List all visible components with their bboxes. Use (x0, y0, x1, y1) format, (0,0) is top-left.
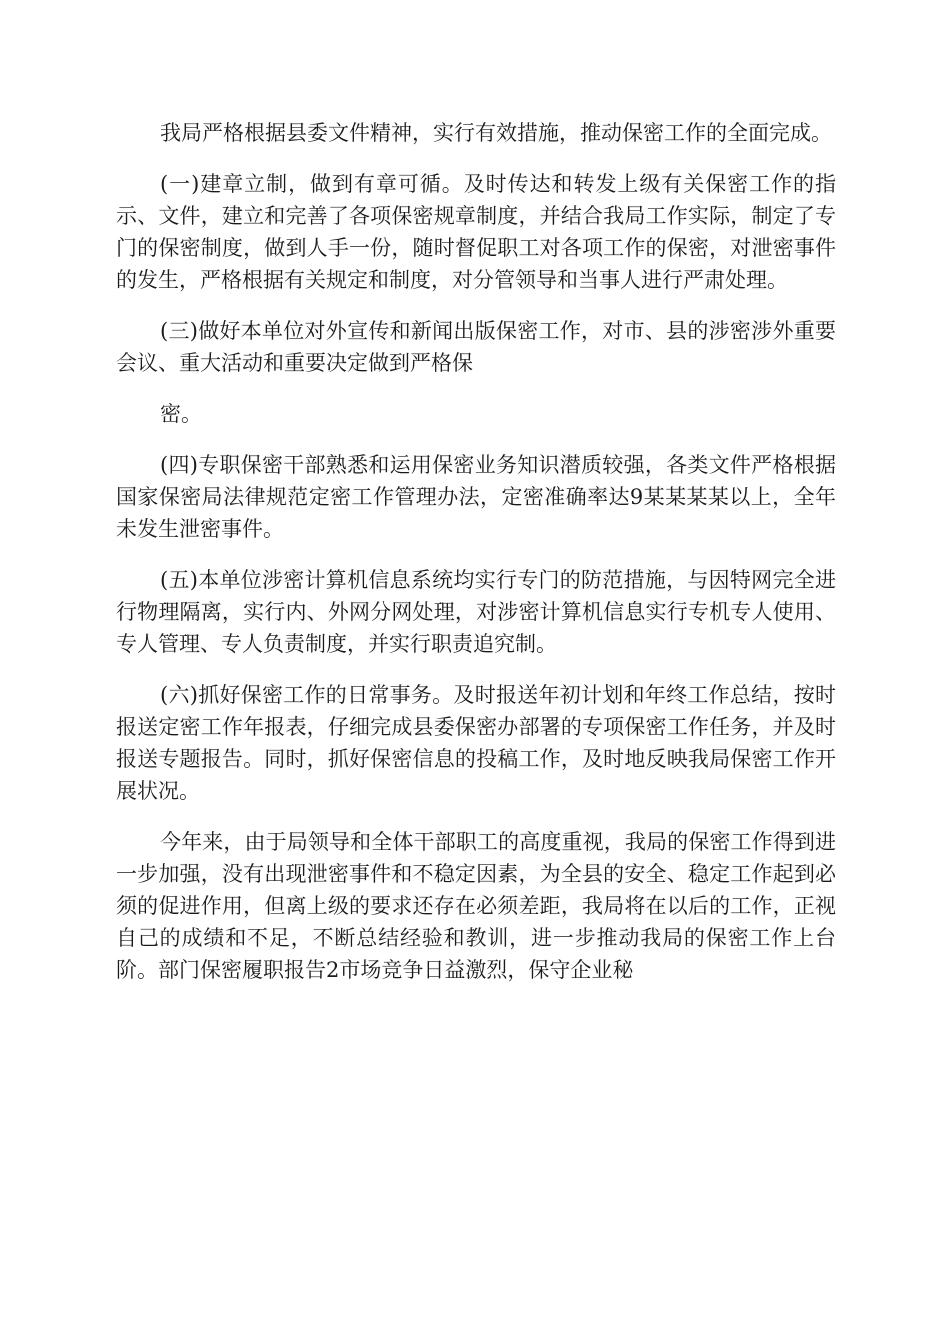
paragraph-item-6: (六)抓好保密工作的日常事务。及时报送年初计划和年终工作总结，按时报送定密工作年报表，仔细完成县委保密办部署的专项保密工作任务，并及时报送专题报告。同时，抓好保密信息的投稿工作，及时地反映我局保密工作开展状况。 (116, 683, 836, 803)
paragraph-intro: 我局严格根据县委文件精神，实行有效措施，推动保密工作的全面完成。 (160, 121, 832, 145)
paragraph-item-4: (四)专职保密干部熟悉和运用保密业务知识潜质较强，各类文件严格根据国家保密局法律规范定密工作管理办法，定密准确率达9某某某某以上，全年未发生泄密事件。 (116, 453, 836, 541)
paragraph-item-1: (一)建章立制，做到有章可循。及时传达和转发上级有关保密工作的指示、文件，建立和完善了各项保密规章制度，并结合我局工作实际，制定了专门的保密制度，做到人手一份，随时督促职工对各项工作的保密，对泄密事件的发生，严格根据有关规定和制度，对分管领导和当事人进行严肃处理。 (116, 172, 836, 292)
paragraph-item-5: (五)本单位涉密计算机信息系统均实行专门的防范措施，与因特网完全进行物理隔离，实行内、外网分网处理，对涉密计算机信息实行专机专人使用、专人管理、专人负责制度，并实行职责追究制。 (116, 568, 836, 656)
paragraph-item-3: (三)做好本单位对外宣传和新闻出版保密工作，对市、县的涉密涉外重要会议、重大活动和重要决定做到严格保 (116, 319, 836, 375)
document-body (116, 117, 836, 1005)
paragraph-summary: 今年来，由于局领导和全体干部职工的高度重视，我局的保密工作得到进一步加强，没有出现泄密事件和不稳定因素，为全县的安全、稳定工作起到必须的促进作用，但离上级的要求还存在必须差距，我局将在以后的工作，正视自己的成绩和不足，不断总结经验和教训，进一步推动我局的保密工作上台阶。部门保密履职报告2市场竞争日益激烈，保守企业秘 (116, 830, 836, 982)
paragraph-item-3-continued: 密。 (160, 402, 202, 426)
